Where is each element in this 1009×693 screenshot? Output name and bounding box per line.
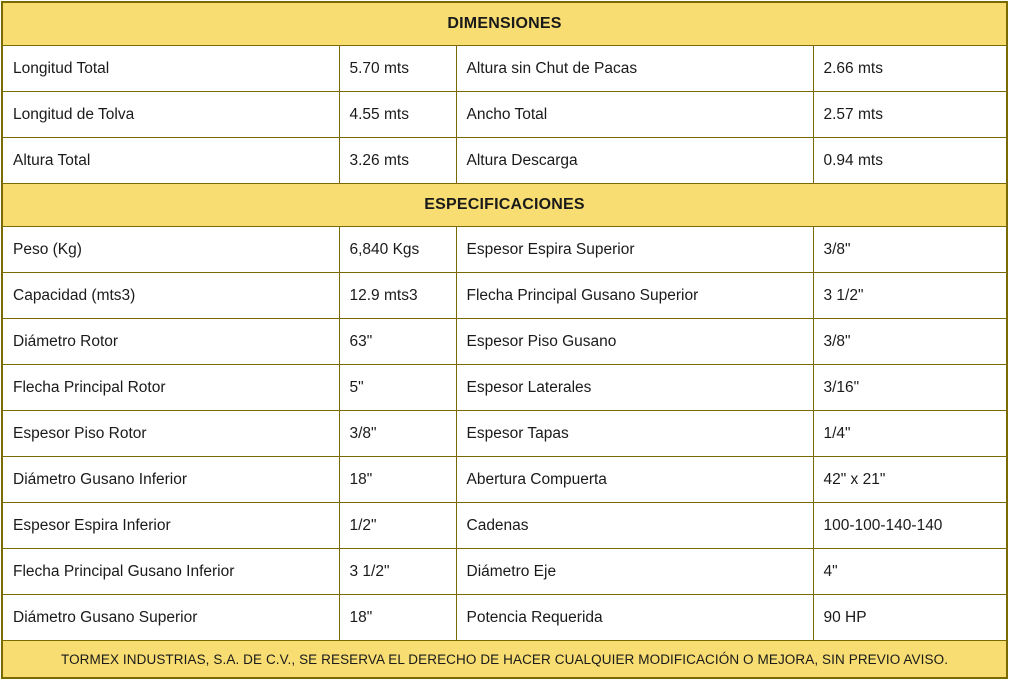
table-row [2, 46, 1007, 92]
section-title-especificaciones: ESPECIFICACIONES [2, 184, 1007, 227]
row-label: Peso (Kg) [2, 227, 339, 273]
row-value: 42" x 21" [813, 457, 1007, 503]
row-value: 63" [339, 319, 456, 365]
row-value: 6,840 Kgs [339, 227, 456, 273]
row-value: 3 1/2" [813, 273, 1007, 319]
table-row [2, 273, 1007, 319]
row-value: 3/8" [813, 319, 1007, 365]
row-value: 0.94 mts [813, 138, 1007, 184]
row-value: 5" [339, 365, 456, 411]
row-value: 5.70 mts [339, 46, 456, 92]
table-row [2, 457, 1007, 503]
row-value: 2.57 mts [813, 92, 1007, 138]
row-value: 90 HP [813, 595, 1007, 641]
row-label: Diámetro Eje [456, 549, 813, 595]
table-row [2, 503, 1007, 549]
table-row [2, 92, 1007, 138]
row-label: Espesor Espira Inferior [2, 503, 339, 549]
row-label: Altura Total [2, 138, 339, 184]
row-label: Espesor Piso Gusano [456, 319, 813, 365]
row-value: 3/16" [813, 365, 1007, 411]
row-value: 2.66 mts [813, 46, 1007, 92]
row-value: 3.26 mts [339, 138, 456, 184]
row-label: Cadenas [456, 503, 813, 549]
row-value: 3/8" [339, 411, 456, 457]
row-label: Flecha Principal Gusano Superior [456, 273, 813, 319]
table-row [2, 595, 1007, 641]
row-label: Espesor Tapas [456, 411, 813, 457]
row-label: Diámetro Gusano Superior [2, 595, 339, 641]
row-label: Altura sin Chut de Pacas [456, 46, 813, 92]
row-label: Espesor Espira Superior [456, 227, 813, 273]
table-row [2, 549, 1007, 595]
table-row [2, 411, 1007, 457]
row-label: Espesor Laterales [456, 365, 813, 411]
row-value: 18" [339, 595, 456, 641]
row-label: Longitud de Tolva [2, 92, 339, 138]
row-label: Flecha Principal Gusano Inferior [2, 549, 339, 595]
row-value: 3/8" [813, 227, 1007, 273]
row-label: Abertura Compuerta [456, 457, 813, 503]
row-value: 3 1/2" [339, 549, 456, 595]
row-label: Diámetro Gusano Inferior [2, 457, 339, 503]
table-row [2, 365, 1007, 411]
table-row [2, 319, 1007, 365]
table-row [2, 138, 1007, 184]
table-row [2, 227, 1007, 273]
row-value: 1/4" [813, 411, 1007, 457]
row-value: 1/2" [339, 503, 456, 549]
specifications-table [1, 1, 1008, 679]
section-header-row [2, 184, 1007, 227]
row-label: Altura Descarga [456, 138, 813, 184]
row-label: Flecha Principal Rotor [2, 365, 339, 411]
row-value: 4" [813, 549, 1007, 595]
row-value: 12.9 mts3 [339, 273, 456, 319]
row-label: Capacidad (mts3) [2, 273, 339, 319]
section-header-row [2, 2, 1007, 46]
disclaimer-text: TORMEX INDUSTRIAS, S.A. DE C.V., SE RESERVA EL DERECHO DE HACER CUALQUIER MODIFICACIÓN O MEJORA, SIN PREVIO AVISO. [2, 641, 1007, 679]
row-label: Espesor Piso Rotor [2, 411, 339, 457]
row-label: Ancho Total [456, 92, 813, 138]
row-label: Longitud Total [2, 46, 339, 92]
row-label: Diámetro Rotor [2, 319, 339, 365]
section-title-dimensiones: DIMENSIONES [2, 2, 1007, 46]
row-value: 4.55 mts [339, 92, 456, 138]
footer-row [2, 641, 1007, 679]
row-label: Potencia Requerida [456, 595, 813, 641]
row-value: 18" [339, 457, 456, 503]
row-value: 100-100-140-140 [813, 503, 1007, 549]
